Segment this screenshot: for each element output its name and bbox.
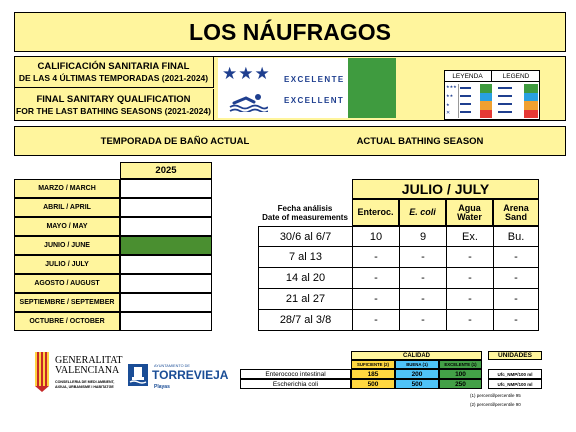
quality-unit: Ufc_NMP/100 ml [488, 379, 542, 389]
month-label: JULIO / JULY [14, 255, 120, 274]
header-sand [493, 199, 539, 226]
torrevieja-prefix: AYUNTAMIENTO DE [154, 364, 190, 368]
results-month-title: JULIO / JULY [352, 179, 539, 199]
torrevieja-name: TORREVIEJA [152, 368, 229, 382]
qualification-en-title: FINAL SANITARY QUALIFICATION [36, 94, 191, 105]
result-water: Ex. [446, 226, 493, 247]
legend-color-column-en [524, 84, 538, 118]
result-date: 7 al 13 [258, 247, 352, 268]
quality-indicator: Escherichia coli [240, 379, 351, 389]
result-ecoli: 9 [399, 226, 446, 247]
month-status-cell [120, 293, 212, 312]
header-date [258, 199, 352, 226]
result-ecoli: - [399, 247, 446, 268]
three-stars-icon: ★★★ [222, 64, 271, 83]
result-ecoli: - [399, 310, 446, 331]
quality-header: CALIDAD [351, 351, 482, 360]
result-date: 14 al 20 [258, 268, 352, 289]
month-label: MARZO / MARCH [14, 179, 120, 198]
qualification-en-period: FOR THE LAST BATHING SEASONS (2021-2024) [16, 106, 211, 116]
result-ecoli: - [399, 268, 446, 289]
note-percentile-95: (1) percentil/percentile 95 [470, 393, 521, 398]
result-sand: - [493, 310, 539, 331]
quality-excelente-value: 100 [439, 369, 482, 379]
quality-buena-value: 500 [395, 379, 439, 389]
legend-lines [458, 84, 472, 118]
note-percentile-90: (2) percentil/percentile 90 [470, 402, 521, 407]
result-enteroc: - [352, 268, 399, 289]
result-date: 28/7 al 3/8 [258, 310, 352, 331]
month-status-cell [120, 312, 212, 331]
swimmer-icon [228, 92, 268, 112]
badge-label-en: EXCELLENT [284, 96, 345, 105]
legend-stars-1-icon: ★ [446, 102, 450, 107]
quality-suficiente-value: 500 [351, 379, 395, 389]
torrevieja-logo-icon [128, 364, 148, 386]
qualification-es-title: CALIFICACIÓN SANITARIA FINAL [37, 60, 190, 72]
col-suficiente: SUFICIENTE (2) [351, 360, 395, 369]
result-enteroc: 10 [352, 226, 399, 247]
month-label: JUNIO / JUNE [14, 236, 120, 255]
legend-stars-2-icon: ★★ [446, 93, 454, 98]
generalitat-line2: VALENCIANA [55, 365, 120, 376]
month-label: SEPTIEMBRE / SEPTEMBER [14, 293, 120, 312]
quality-buena-value: 200 [395, 369, 439, 379]
generalitat-name [55, 356, 123, 376]
header-ecoli: E. coli [399, 199, 446, 226]
legend-swimmer-column [496, 84, 514, 118]
generalitat-conselleria [55, 380, 114, 389]
result-water: - [446, 289, 493, 310]
col-excelente: EXCELENTE (1) [439, 360, 482, 369]
legend-none-icon: ✕ [446, 110, 451, 116]
qualification-es [14, 56, 214, 88]
generalitat-line1: GENERALITAT [55, 355, 123, 366]
month-status-cell [120, 236, 212, 255]
result-date: 21 al 27 [258, 289, 352, 310]
season-title-en: ACTUAL BATHING SEASON [356, 135, 484, 147]
season-title-es: TEMPORADA DE BAÑO ACTUAL [100, 135, 250, 147]
month-status-cell [120, 274, 212, 293]
header-enteroc: Enteroc. [352, 199, 399, 226]
month-status-cell [120, 198, 212, 217]
conselleria-line2: AIGUA, URBANISME I HABITATGE [55, 384, 114, 389]
result-ecoli: - [399, 289, 446, 310]
result-water: - [446, 310, 493, 331]
month-label: OCTUBRE / OCTOBER [14, 312, 120, 331]
result-enteroc: - [352, 289, 399, 310]
result-sand: - [493, 268, 539, 289]
result-enteroc: - [352, 247, 399, 268]
badge-color-block [348, 58, 396, 118]
legend-stars-3-icon: ★★★ [446, 84, 457, 89]
qualification-en [14, 89, 214, 121]
quality-suficiente-value: 185 [351, 369, 395, 379]
month-status-cell [120, 217, 212, 236]
header-water-en: Water [457, 211, 482, 222]
result-water: - [446, 268, 493, 289]
result-sand: - [493, 289, 539, 310]
quality-unit: Ufc_NMP/100 ml [488, 369, 542, 379]
beach-title: LOS NÁUFRAGOS [14, 12, 566, 52]
legend-color-column [480, 84, 492, 118]
torrevieja-playas: Playas [154, 384, 170, 390]
legend-es-header: LEYENDA [444, 71, 492, 82]
month-label: AGOSTO / AUGUST [14, 274, 120, 293]
units-header: UNIDADES [488, 351, 542, 360]
qualification-es-period: DE LAS 4 ÚLTIMAS TEMPORADAS (2021-2024) [18, 72, 209, 83]
generalitat-shield-icon [34, 352, 50, 392]
result-sand: Bu. [493, 226, 539, 247]
legend-en-header: LEGEND [492, 71, 540, 82]
badge-label-es: EXCELENTE [284, 75, 345, 84]
month-label: MAYO / MAY [14, 217, 120, 236]
quality-indicator: Enterococo intestinal [240, 369, 351, 379]
header-date-es: Fecha análisis [277, 203, 333, 213]
month-label: ABRIL / APRIL [14, 198, 120, 217]
quality-excelente-value: 250 [439, 379, 482, 389]
month-status-cell [120, 255, 212, 274]
month-status-cell [120, 179, 212, 198]
result-enteroc: - [352, 310, 399, 331]
header-sand-es: Arena [503, 202, 529, 213]
result-date: 30/6 al 6/7 [258, 226, 352, 247]
header-sand-en: Sand [504, 211, 527, 222]
col-buena: BUENA (1) [395, 360, 439, 369]
result-water: - [446, 247, 493, 268]
result-sand: - [493, 247, 539, 268]
legend-grid [446, 84, 538, 118]
header-water [446, 199, 493, 226]
header-water-es: Agua [458, 202, 481, 213]
conselleria-line1: CONSELLERIA DE MEDI AMBIENT, [55, 380, 115, 384]
header-date-en: Date of measurements [262, 212, 348, 222]
season-year: 2025 [120, 162, 212, 179]
